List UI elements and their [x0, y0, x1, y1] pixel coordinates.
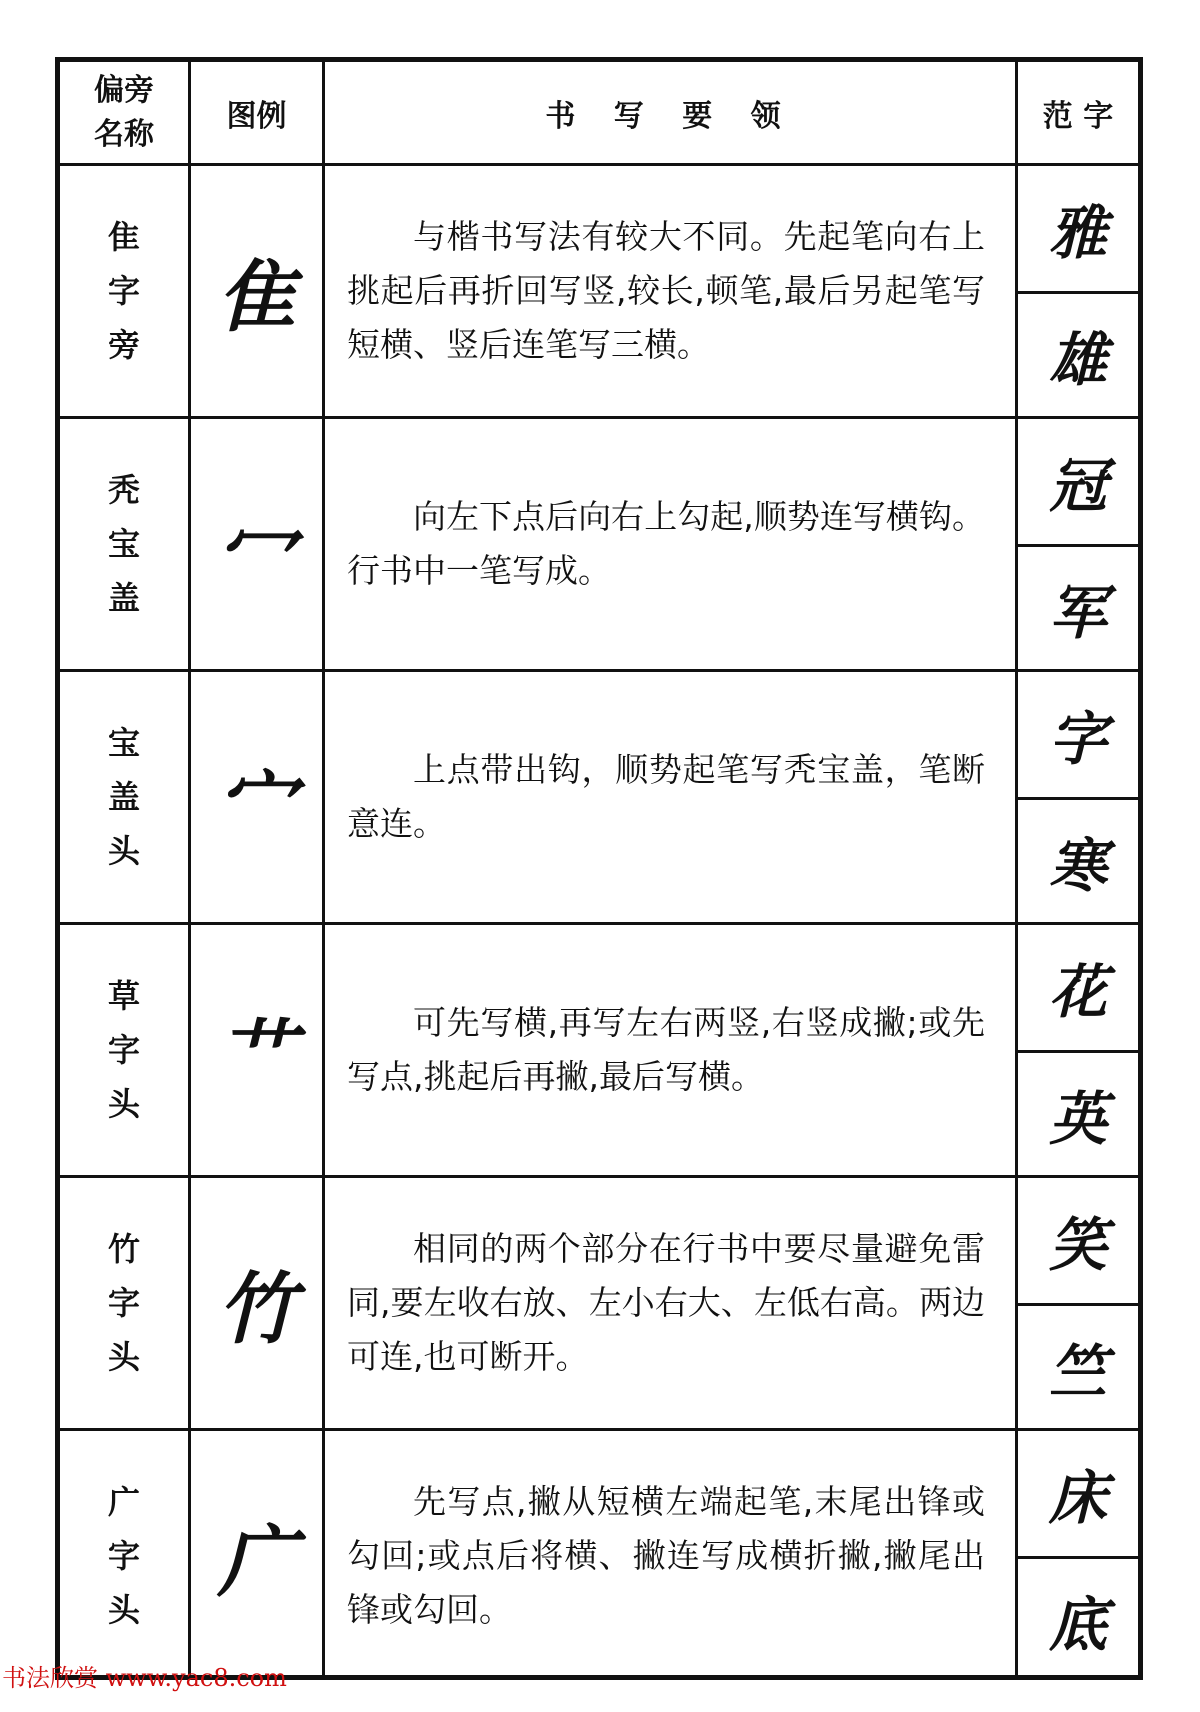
radical-name-char: 宝 — [107, 724, 140, 762]
radical-name-char: 字 — [107, 1537, 140, 1575]
example-character: 雄 — [1048, 326, 1107, 394]
radical-name-char: 广 — [107, 1483, 140, 1521]
radical-name-char: 盖 — [107, 778, 140, 816]
example-character: 床 — [1048, 1464, 1107, 1532]
radical-name — [60, 925, 188, 1175]
example-character: 寒 — [1048, 832, 1107, 900]
radical-name-char: 竹 — [107, 1230, 140, 1268]
header-radical-name-text: 偏旁 名称 — [94, 72, 154, 152]
example-character: 雅 — [1048, 199, 1107, 267]
writing-method — [325, 1431, 1015, 1681]
radical-illustration: 冖 — [217, 505, 296, 596]
radical-name-char: 头 — [107, 1085, 140, 1123]
radical-table — [55, 57, 1143, 1680]
writing-method-text: 向左下点后向右上勾起,顺势连写横钩。行书中一笔写成。 — [347, 497, 985, 590]
header-radical-name — [60, 62, 188, 163]
writing-method-text: 可先写横,再写左右两竖,右竖成撇;或先写点,挑起后再撇,最后写横。 — [347, 1003, 985, 1096]
writing-method-text: 先写点,撇从短横左端起笔,末尾出锋或勾回;或点后将横、撇连写成横折撇,撇尾出锋或勾回。 — [347, 1482, 985, 1629]
radical-name-char: 字 — [107, 1284, 140, 1322]
writing-method — [325, 925, 1015, 1175]
radical-name-char: 秃 — [107, 471, 140, 509]
radical-name — [60, 672, 188, 922]
radical-name — [60, 419, 188, 669]
writing-method — [325, 1178, 1015, 1428]
radical-illustration: 宀 — [217, 758, 296, 849]
radical-name-char: 宝 — [107, 525, 140, 563]
radical-name-char: 旁 — [107, 326, 140, 364]
writing-method-text: 相同的两个部分在行书中要尽量避免雷同,要左收右放、左小右大、左低右高。两边可连,也可断开。 — [347, 1229, 985, 1376]
watermark: 书法欣赏 www.yac8.com — [2, 1664, 287, 1692]
writing-method-text: 与楷书写法有较大不同。先起笔向右上挑起后再折回写竖,较长,顿笔,最后另起笔写短横、竖后连笔写三横。 — [347, 217, 985, 364]
radical-name-char: 头 — [107, 1338, 140, 1376]
radical-illustration: 竹 — [217, 1264, 296, 1355]
radical-name — [60, 1431, 188, 1681]
radical-name-char: 头 — [107, 1591, 140, 1629]
radical-name-char: 头 — [107, 832, 140, 870]
radical-name-char: 字 — [107, 272, 140, 310]
writing-method — [325, 672, 1015, 922]
example-character: 笑 — [1048, 1211, 1107, 1279]
radical-name — [60, 166, 188, 416]
example-character: 底 — [1048, 1591, 1107, 1659]
writing-method-text: 上点带出钩，顺势起笔写秃宝盖，笔断意连。 — [347, 750, 985, 843]
writing-method — [325, 166, 1015, 416]
header-examples: 范 字 — [1042, 98, 1114, 134]
example-character: 军 — [1048, 579, 1107, 647]
header-writing-method: 书 写 要 领 — [545, 98, 795, 134]
radical-name — [60, 1178, 188, 1428]
example-character: 冠 — [1048, 452, 1107, 520]
writing-method — [325, 419, 1015, 669]
radical-illustration: 艹 — [217, 1011, 296, 1102]
header-illustration: 图例 — [226, 98, 287, 134]
radical-illustration: 隹 — [217, 252, 296, 343]
example-character: 字 — [1048, 705, 1107, 773]
radical-name-char: 草 — [107, 977, 140, 1015]
example-character: 英 — [1048, 1085, 1107, 1153]
example-character: 竺 — [1048, 1338, 1107, 1406]
example-character: 花 — [1048, 958, 1107, 1026]
radical-name-char: 盖 — [107, 579, 140, 617]
radical-illustration: 广 — [217, 1517, 296, 1608]
radical-name-char: 隹 — [107, 218, 140, 256]
radical-name-char: 字 — [107, 1031, 140, 1069]
